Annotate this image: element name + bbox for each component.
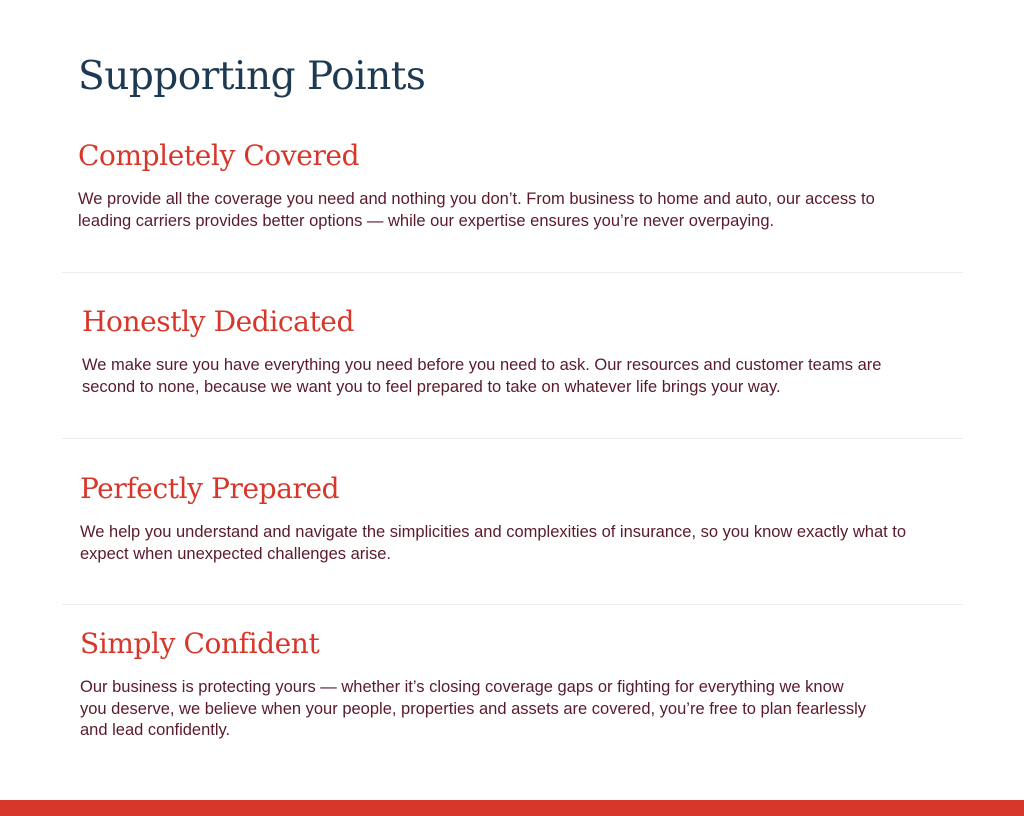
point-body: We help you understand and navigate the simplicities and complexities of insurance, so you know exactly what to expect when unexpected challenges arise. <box>80 523 907 563</box>
bottom-accent-bar <box>0 800 1024 816</box>
point-heading: Simply Confident <box>80 627 320 660</box>
point-honestly-dedicated <box>82 305 942 398</box>
point-heading: Perfectly Prepared <box>80 472 340 505</box>
point-body: We make sure you have everything you need before you need to ask. Our resources and customer teams are second to none, because we want you to feel prepared to take on whatever life brings your way. <box>82 356 882 396</box>
section-divider <box>62 272 963 273</box>
section-divider <box>62 604 963 605</box>
point-simply-confident <box>80 627 940 742</box>
point-completely-covered <box>78 139 938 232</box>
point-heading: Completely Covered <box>78 139 360 172</box>
section-divider <box>62 438 963 439</box>
point-body: Our business is protecting yours — whether it’s closing coverage gaps or fighting for everything we know you deserve, we believe when your people, properties and assets are covered, you’re free to plan fearlessly and lead confidently. <box>80 678 867 739</box>
page-title: Supporting Points <box>78 54 426 99</box>
point-heading: Honestly Dedicated <box>82 305 354 338</box>
point-perfectly-prepared <box>80 472 940 565</box>
point-body: We provide all the coverage you need and nothing you don’t. From business to home and auto, our access to leading carriers provides better options — while our expertise ensures you’re never overpaying. <box>78 190 875 230</box>
